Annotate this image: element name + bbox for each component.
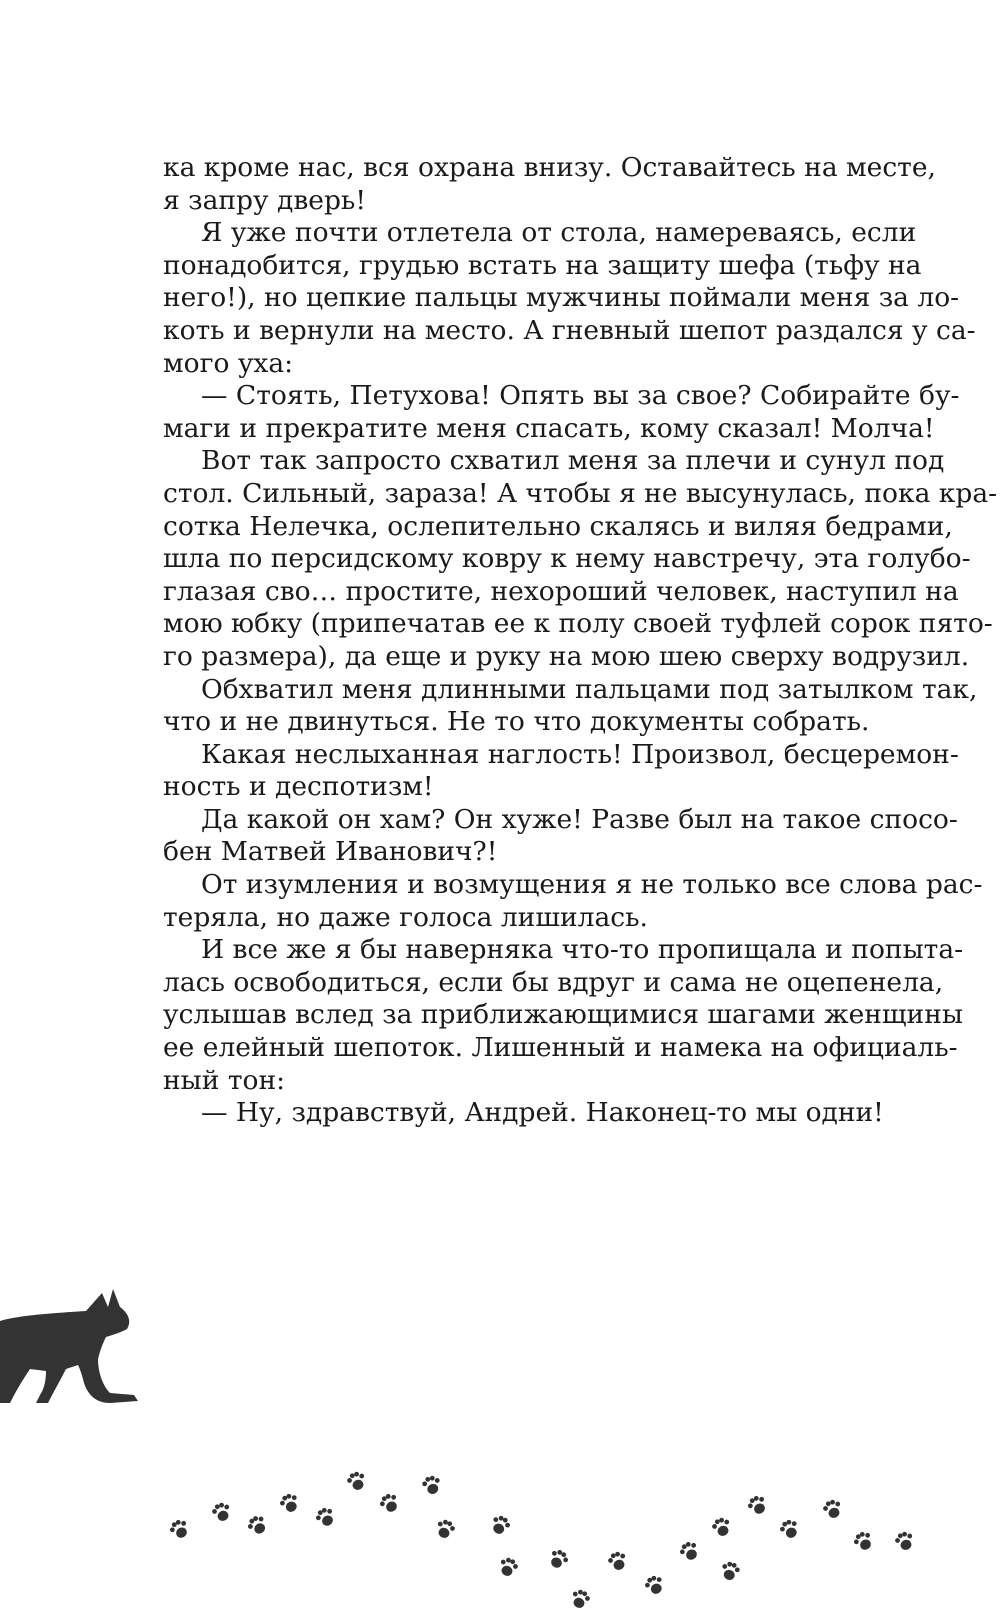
paw-print-icon: [546, 1547, 570, 1571]
paw-print-icon: [245, 1513, 270, 1538]
paw-print-icon: [345, 1470, 368, 1493]
text-line: стол. Сильный, зараза! А чтобы я не высунулась, пока кра-: [163, 477, 998, 509]
text-line: ка кроме нас, вся охрана внизу. Оставайтесь на месте,: [163, 152, 936, 183]
paw-print-icon: [377, 1491, 401, 1515]
text-line: услышав вслед за приближающимися шагами женщины: [163, 999, 963, 1031]
text-line: мою юбку (припечатав ее к полу своей туфлей сорок пято-: [163, 608, 993, 640]
text-line: понадобится, грудью встать на защиту шефа (тьфу на: [163, 249, 922, 281]
paw-print-icon: [569, 1588, 592, 1611]
paw-print-icon: [313, 1505, 337, 1529]
text-line: теряла, но даже голоса лишилась.: [163, 901, 648, 933]
cat-silhouette-icon: [0, 1285, 142, 1411]
paw-print-icon: [719, 1560, 741, 1582]
text-line: сотка Нелечка, ослепительно скалясь и виляя бедрами,: [163, 510, 953, 542]
text-line: — Ну, здравствуй, Андрей. Наконец-то мы одни!: [201, 1097, 884, 1129]
text-line: мого уха:: [163, 347, 294, 379]
text-line: го размера), да еще и руку на мою шею сверху водрузил.: [163, 640, 970, 672]
text-line: коть и вернули на место. А гневный шепот раздался у са-: [163, 314, 976, 346]
paw-print-icon: [745, 1493, 769, 1517]
text-line: шла по персидскому ковру к нему навстречу, эта голубо-: [163, 543, 971, 575]
text-line: него!), но цепкие пальцы мужчины поймали меня за ло-: [163, 282, 960, 314]
paw-print-icon: [278, 1491, 302, 1515]
text-line: — Стоять, Петухова! Опять вы за свое? Собирайте бу-: [201, 380, 960, 412]
paw-print-icon: [167, 1517, 191, 1541]
text-line: бен Матвей Иванович?!: [163, 836, 498, 868]
text-line: Да какой он хам? Он хуже! Разве был на такое спосо-: [201, 803, 958, 835]
paw-print-icon: [677, 1539, 701, 1563]
text-line: глазая сво… простите, нехороший человек, наступил на: [163, 575, 959, 607]
text-line: я запру дверь!: [163, 184, 366, 216]
paw-print-icon: [778, 1517, 802, 1541]
paw-print-icon: [421, 1474, 443, 1496]
paw-print-icon: [210, 1501, 233, 1524]
text-line: Какая неслыханная наглость! Произвол, бесцеремон-: [201, 738, 959, 770]
text-line: лась освободиться, если бы вдруг и сама не оцепенела,: [163, 966, 944, 998]
text-line: Вот так запросто схватил меня за плечи и сунул под: [201, 445, 945, 477]
paw-print-icon: [851, 1529, 875, 1553]
paw-print-icon: [893, 1530, 916, 1553]
text-line: Я уже почти отлетела от стола, намереваясь, если: [201, 217, 917, 249]
text-line: ность и деспотизм!: [163, 771, 434, 803]
text-line: маги и прекратите меня спасать, кому сказал! Молча!: [163, 412, 935, 444]
paw-print-icon: [497, 1556, 520, 1579]
paw-print-icon: [821, 1498, 844, 1521]
paw-print-icon: [710, 1516, 733, 1539]
paw-prints-trail: [0, 1460, 1000, 1616]
paw-print-icon: [643, 1573, 667, 1597]
text-line: что и не двинуться. Не то что документы собрать.: [163, 706, 870, 738]
text-line: ный тон:: [163, 1064, 286, 1096]
text-line: И все же я бы наверняка что-то пропищала и попыта-: [201, 934, 964, 966]
text-line: От изумления и возмущения я не только все слова рас-: [201, 869, 983, 901]
text-line: ее елейный шепоток. Лишенный и намека на официаль-: [163, 1032, 958, 1064]
paw-print-icon: [434, 1518, 457, 1541]
paw-print-icon: [489, 1513, 513, 1537]
text-line: Обхватил меня длинными пальцами под затылком так,: [201, 673, 978, 705]
body-text: [163, 152, 998, 1130]
paw-print-icon: [606, 1550, 629, 1573]
